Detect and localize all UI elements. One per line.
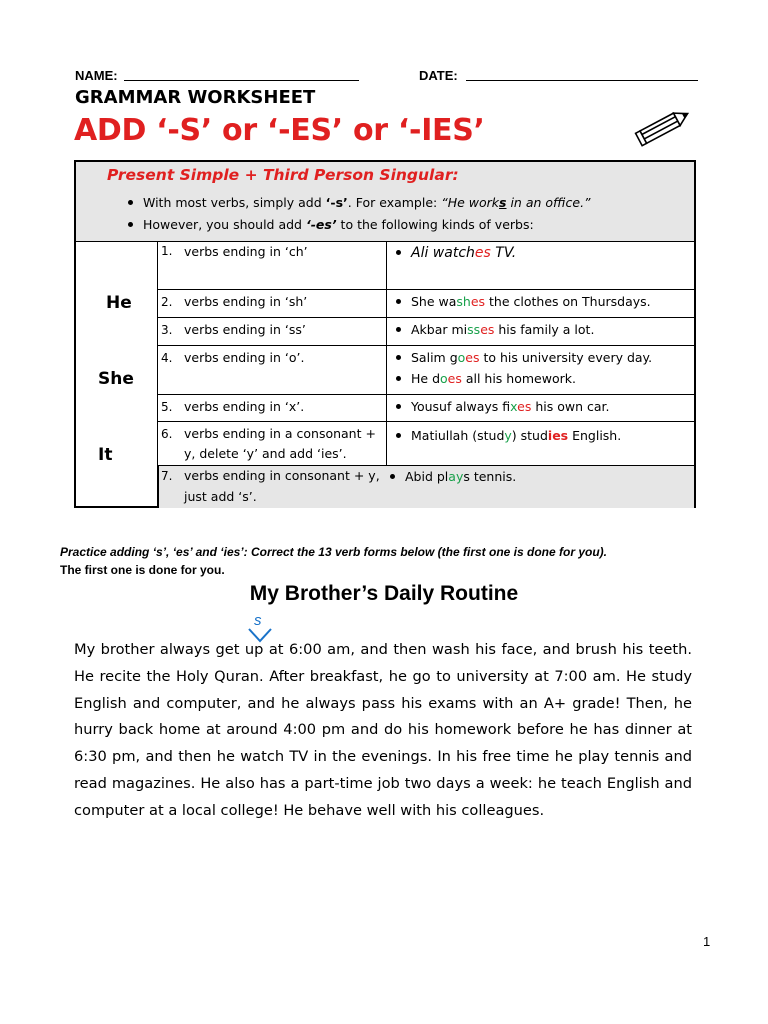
- intro-line-2: However, you should add ‘-es’ to the following kinds of verbs:: [128, 217, 534, 232]
- rule-row: 6. verbs ending in a consonant + y, delete ‘y’ and add ‘ies’. Matiullah (study) studies English.: [158, 422, 694, 466]
- rule-row: 5. verbs ending in ‘x’. Yousuf always fixes his own car.: [158, 395, 694, 422]
- page-number: 1: [703, 934, 711, 949]
- story-title: My Brother’s Daily Routine: [249, 582, 519, 605]
- example-1: Ali watches TV.: [396, 243, 516, 264]
- bullet-icon: [128, 222, 133, 227]
- rules-header: [76, 162, 694, 242]
- rule-row: 4. verbs ending in ‘o’. Salim goes to his university every day. He does all his homework.: [158, 346, 694, 395]
- example-3: Akbar misses his family a lot.: [396, 319, 594, 340]
- example-6: Matiullah (study) studies English.: [396, 425, 621, 446]
- rule-row: 1. verbs ending in ‘ch’ Ali watches TV.: [158, 242, 694, 290]
- rules-heading: Present Simple + Third Person Singular:: [107, 166, 459, 184]
- pronoun-she: She: [98, 369, 134, 389]
- rule-row: 7. verbs ending in consonant + y, just add ‘s’. Abid plays tennis.: [158, 466, 694, 508]
- pencil-icon: [634, 103, 694, 147]
- instructions-line-1: Practice adding ‘s’, ‘es’ and ‘ies’: Correct the 13 verb forms below (the first one is done for you).: [60, 545, 608, 559]
- instructions-line-2: The first one is done for you.: [60, 563, 225, 577]
- date-label: DATE:: [419, 68, 458, 83]
- pronoun-it: It: [98, 445, 113, 465]
- pronoun-column: [76, 242, 158, 508]
- correction-mark: s: [254, 612, 262, 629]
- example-5: Yousuf always fixes his own car.: [396, 396, 609, 417]
- rules-table: [74, 160, 696, 508]
- story-paragraph: My brother always get up at 6:00 am, and then wash his face, and brush his teeth. He recite the Holy Quran. After breakfast, he go to university at 7:00 am. He study English and computer, and he always pass his exams with an A+ grade! Then, he hurry back home at around 4:00 pm and do his homework before he has dinner at 6:30 pm, and then he watch TV in the evenings. In his free time he play tennis and read magazines. He also has a part-time job two days a week: he teach English and computer at a local college! He behave well with his colleagues.: [74, 641, 692, 819]
- example-2: She washes the clothes on Thursdays.: [396, 291, 651, 312]
- pronoun-he: He: [106, 293, 132, 313]
- rule-row: 2. verbs ending in ‘sh’ She washes the clothes on Thursdays.: [158, 290, 694, 318]
- date-line[interactable]: [466, 80, 698, 81]
- worksheet-label: GRAMMAR WORKSHEET: [75, 87, 316, 108]
- example-4b: He does all his homework.: [396, 368, 576, 389]
- row7-left-border: [158, 466, 159, 508]
- bullet-icon: [128, 200, 133, 205]
- example-7: Abid plays tennis.: [390, 466, 516, 487]
- rule-row: 3. verbs ending in ‘ss’ Akbar misses his family a lot.: [158, 318, 694, 346]
- page-title: ADD ‘-S’ or ‘-ES’ or ‘-IES’: [74, 113, 485, 148]
- name-label: NAME:: [75, 68, 118, 83]
- example-4a: Salim goes to his university every day.: [396, 347, 652, 368]
- name-line[interactable]: [124, 80, 359, 81]
- intro-line-1: With most verbs, simply add ‘-s’. For example: “He works in an office.”: [128, 195, 591, 210]
